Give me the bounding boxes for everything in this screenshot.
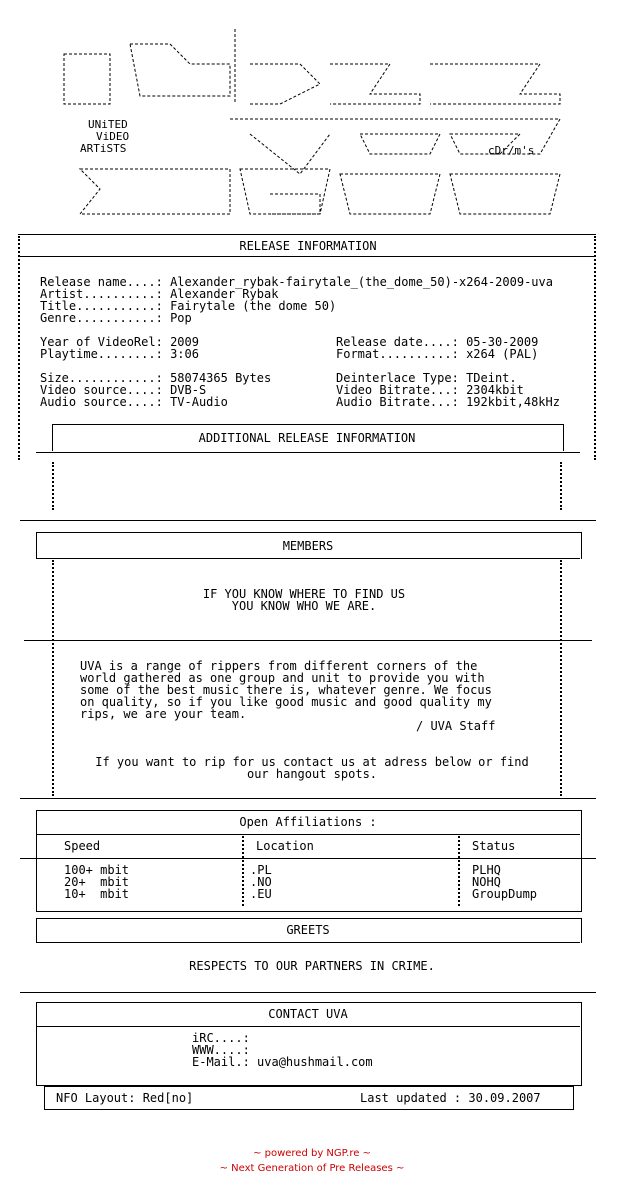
members-contact-line-1: If you want to rip for us contact us at adress below or find — [95, 755, 529, 769]
artist-label: Artist..........: — [40, 287, 163, 301]
members-contact-line-2: our hangout spots. — [246, 767, 378, 781]
divider — [20, 992, 596, 993]
members-paragraph-line: UVA is a range of rippers from different corners of the — [80, 659, 478, 673]
genre-value: Pop — [170, 311, 192, 325]
email-value[interactable]: uva@hushmail.com — [257, 1055, 373, 1069]
uva-ascii-logo — [0, 24, 624, 216]
year-value: 2009 — [170, 335, 199, 349]
artist-value: Alexander Rybak — [170, 287, 279, 301]
deint-value: TDeint. — [466, 371, 517, 385]
title-label: Title...........: — [40, 299, 163, 313]
release-header-rule — [20, 256, 596, 257]
right-dotted-border — [560, 462, 562, 510]
speed-cell: 10+ mbit — [64, 887, 130, 901]
members-paragraph-line: world gathered as one group and unit to provide you with — [80, 671, 485, 685]
asource-value: TV-Audio — [170, 395, 228, 409]
divider — [20, 858, 596, 859]
divider — [36, 1026, 580, 1027]
location-cell: .EU — [250, 887, 272, 901]
footer-powered-by[interactable]: ~ powered by NGP.re ~ — [253, 1148, 371, 1159]
members-paragraph-line: rips, we are your team. — [80, 707, 247, 721]
release-name-value: Alexander_rybak-fairytale_(the_dome_50)-x264-2009-uva — [170, 275, 553, 289]
divider — [24, 640, 592, 641]
affiliations-header: Open Affiliations : — [239, 815, 377, 829]
irc-label: iRC....: — [192, 1031, 250, 1045]
right-dotted-border — [594, 236, 596, 460]
speed-cell: 100+ mbit — [64, 863, 130, 877]
release-header: RELEASE INFORMATION — [239, 239, 377, 253]
status-cell: GroupDump — [472, 887, 538, 901]
left-dotted-border — [18, 236, 20, 460]
divider — [36, 452, 580, 453]
greets-text: RESPECTS TO OUR PARTNERS IN CRIME. — [189, 959, 435, 973]
vbit-label: Video Bitrate...: — [336, 383, 459, 397]
logo-united-text: UNiTED — [88, 118, 128, 131]
format-value: x264 (PAL) — [466, 347, 539, 361]
divider — [20, 520, 596, 521]
size-label: Size............: — [40, 371, 163, 385]
genre-label: Genre...........: — [40, 311, 163, 325]
abit-value: 192kbit,48kHz — [466, 395, 560, 409]
logo-video-text: ViDEO — [96, 130, 130, 143]
playtime-label: Playtime........: — [40, 347, 163, 361]
vsource-label: Video source....: — [40, 383, 163, 397]
contact-header: CONTACT UVA — [268, 1007, 348, 1021]
divider — [36, 558, 580, 559]
footer-tagline: ~ Next Generation of Pre Releases ~ — [219, 1163, 405, 1174]
greets-header: GREETS — [286, 923, 330, 937]
playtime-value: 3:06 — [170, 347, 199, 361]
nfo-layout-credit: NFO Layout: Red[no] — [56, 1091, 194, 1105]
abit-label: Audio Bitrate...: — [336, 395, 459, 409]
divider — [20, 798, 596, 799]
column-divider — [458, 836, 460, 906]
members-signature: / UVA Staff — [416, 719, 496, 733]
column-header-location: Location — [256, 839, 314, 853]
last-updated: Last updated : 30.09.2007 — [360, 1091, 541, 1105]
members-tagline-2: YOU KNOW WHO WE ARE. — [231, 599, 377, 613]
release-name-label: Release name....: — [40, 275, 163, 289]
column-divider — [242, 836, 244, 906]
members-paragraph-line: on quality, so if you like good music and good quality my — [80, 695, 492, 709]
www-label: WWW....: — [192, 1043, 250, 1057]
format-label: Format..........: — [336, 347, 459, 361]
location-cell: .PL — [250, 863, 272, 877]
vsource-value: DVB-S — [170, 383, 207, 397]
logo-signature: cDr/m's — [488, 144, 535, 157]
title-value: Fairytale (the dome 50) — [170, 299, 337, 313]
asource-label: Audio source....: — [40, 395, 163, 409]
left-dotted-border — [52, 462, 54, 510]
column-header-speed: Speed — [64, 839, 101, 853]
logo-artists-text: ARTiSTS — [80, 142, 127, 155]
divider — [36, 942, 580, 943]
additional-header: ADDITIONAL RELEASE INFORMATION — [198, 431, 416, 445]
deint-label: Deinterlace Type: — [336, 371, 459, 385]
reldate-value: 05-30-2009 — [466, 335, 539, 349]
members-tagline-1: IF YOU KNOW WHERE TO FIND US — [202, 587, 406, 601]
status-cell: PLHQ — [472, 863, 501, 877]
divider — [36, 834, 580, 835]
vbit-value: 2304kbit — [466, 383, 524, 397]
members-paragraph-line: some of the best music there is, whatever genre. We focus — [80, 683, 492, 697]
column-header-status: Status — [472, 839, 516, 853]
email-label: E-Mail.: — [192, 1055, 250, 1069]
site-footer — [0, 1146, 624, 1176]
speed-cell: 20+ mbit — [64, 875, 130, 889]
members-header: MEMBERS — [282, 539, 334, 553]
size-value: 58074365 Bytes — [170, 371, 272, 385]
reldate-label: Release date....: — [336, 335, 459, 349]
status-cell: NOHQ — [472, 875, 501, 889]
year-label: Year of VideoRel: — [40, 335, 163, 349]
location-cell: .NO — [250, 875, 272, 889]
